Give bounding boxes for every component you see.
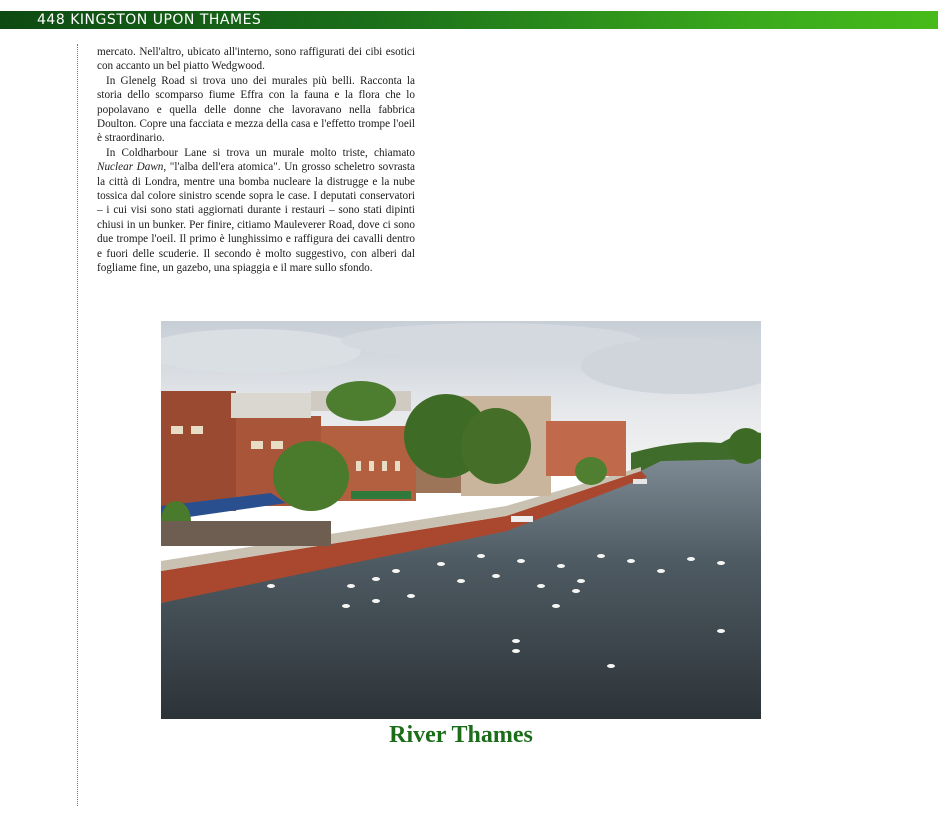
paragraph-3-lead: In Coldharbour Lane si trova un murale molto triste, chiamato [106,146,415,159]
moored-boat [511,516,533,522]
green-awnings [351,491,411,499]
margin-dotted-rule [77,44,78,806]
building [231,393,311,418]
river-thames-photo [161,321,761,719]
paragraph-3 [97,146,415,276]
running-header-title [37,11,261,29]
mural-title: Nuclear Dawn [97,161,164,174]
page-number: 448 [37,12,66,28]
riverside-diners [161,521,331,546]
building [161,391,236,511]
paragraph-1: mercato. Nell'altro, ubicato all'interno, sono raffigurati dei cibi esotici con accanto un bel piatto Wedgwood. [97,46,415,73]
moored-boat [633,479,647,484]
section-title: KINGSTON UPON THAMES [70,12,262,28]
tree [273,441,349,511]
tree [461,408,531,484]
article-body [97,45,415,276]
paragraph-2: In Glenelg Road si trova uno dei murales più belli. Racconta la storia dello scomparso fiume Effra con la fauna e la flora che lo popolavano e quella delle donne che lavoravano nella fabbrica Doulton. Copre una facciata e mezza della casa e l'effetto trompe l'oeil è straordinario. [97,74,415,145]
figure-caption: River Thames [389,722,533,748]
running-header-bar [0,11,938,29]
paragraph-3-rest: , "l'alba dell'era atomica". Un grosso scheletro sovrasta la città di Londra, mentre una bomba nucleare la distrugge e la nube tossica dal colore sinistro scende sopra le case. I deputati conservatori – i cui visi sono stati aggiornati durante i restauri – sono stati dipinti chiusi in un bunker. Per finire, citiamo Mauleverer Road, dove ci sono due trompe l'oeil. Il primo è lunghissimo e raffigura dei cavalli dentro e fuori delle scuderie. Il secondo è molto suggestivo, con alberi dal fogliame fine, un gazebo, una spiaggia e il mare sullo sfondo. [97,161,415,275]
tree [326,381,396,421]
tree [575,457,607,485]
